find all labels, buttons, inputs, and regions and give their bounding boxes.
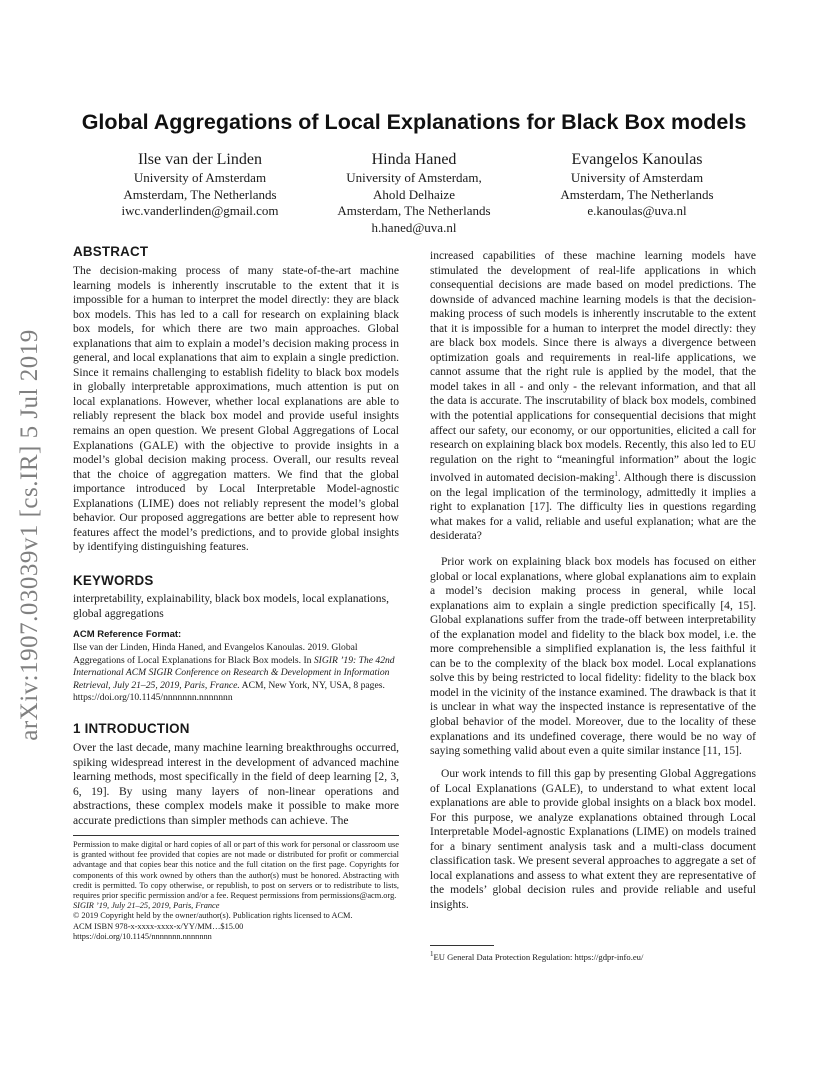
author-location: Amsterdam, The Netherlands bbox=[560, 186, 714, 202]
acm-reference-text: Ilse van der Linden, Hinda Haned, and Evangelos Kanoulas. 2019. Global Aggregations of Local Explanations for Black Box models. In SIGIR ’19: The 42nd International ACM SIGIR Conference on Research & Development in Information Retrieval, July 21–25, 2019, Paris, France. ACM, New York, NY, USA, 8 pages. https://doi.org/10.1145/nnnnnnn.nnnnnnn bbox=[73, 642, 395, 704]
acm-reference-heading: ACM Reference Format: bbox=[73, 629, 182, 640]
author-name: Ilse van der Linden bbox=[138, 151, 262, 168]
abstract-heading: ABSTRACT bbox=[73, 244, 149, 259]
author-email: iwc.vanderlinden@gmail.com bbox=[121, 203, 279, 219]
author-1 bbox=[100, 150, 300, 220]
paper-title: Global Aggregations of Local Explanations for Black Box models bbox=[81, 110, 747, 134]
author-location: Amsterdam, The Netherlands bbox=[337, 203, 491, 219]
keywords-text: interpretability, explainability, black box models, local explanations, global aggregations bbox=[73, 593, 389, 620]
copyright-block bbox=[73, 840, 399, 942]
author-affiliation-2: Ahold Delhaize bbox=[373, 186, 455, 202]
author-affiliation: University of Amsterdam bbox=[570, 170, 704, 185]
copyright-venue: SIGIR ’19, July 21–25, 2019, Paris, France bbox=[73, 901, 220, 911]
author-2 bbox=[314, 150, 514, 237]
footnote: $^1$EU General Data Protection Regulation: https://gdpr-info.eu/ bbox=[430, 950, 644, 962]
author-affiliation: University of Amsterdam bbox=[133, 170, 267, 185]
copyright-holder: © 2019 Copyright held by the owner/author(s). Publication rights licensed to ACM. bbox=[73, 911, 353, 921]
author-location: Amsterdam, The Netherlands bbox=[123, 186, 277, 202]
footnote-mark: 1 bbox=[614, 470, 618, 479]
author-email: h.haned@uva.nl bbox=[371, 220, 457, 236]
author-affiliation: University of Amsterdam, bbox=[346, 170, 482, 185]
arxiv-side-label: arXiv:1907.03039v1 [cs.IR] 5 Jul 2019 bbox=[16, 329, 43, 741]
introduction-heading: 1 INTRODUCTION bbox=[73, 721, 190, 736]
copyright-divider bbox=[73, 835, 399, 836]
copyright-doi: https://doi.org/10.1145/nnnnnnn.nnnnnnn bbox=[73, 931, 212, 941]
footnote-divider bbox=[430, 945, 494, 946]
author-3 bbox=[527, 150, 747, 220]
author-name: Hinda Haned bbox=[371, 151, 457, 168]
keywords-heading: KEYWORDS bbox=[73, 573, 154, 588]
introduction-paragraph-1: Over the last decade, many machine learning breakthroughs occurred, spiking widespread interest in the development of advanced machine learning methods, most specifically in the field of deep learning [2, 3, 6, 19]. By using many layers of non-linear operations and abstractions, these complex models make it possible to make more accurate predictions than simpler methods can achieve. The bbox=[73, 742, 399, 827]
introduction-paragraph-1-continued: increased capabilities of these machine learning models have stimulated the development of real-life applications in which consequential decisions are made based on model predictions. The downside of advanced machine learning models is that the decision-making process of such models is inherently inscrutable to the extent that it is impossible for a human to interpret the model directly: they are black box models. Since there is always a divergence between optimization goals and requirements in real-life applications, we cannot assume that the right rule is applied by the model, that the model takes in all - and only - the relevant information, and that all the data is accurate. The inscrutability of black box models, combined with the potential applications for consequential decisions that might affect our safety, our economy, or our opportunities, elicited a call for research on explaining black box models. Recently, this also led to EU regulation on the right to “meaningful information” about the logic involved in automated decision-making$^1$. Although there is discussion on the legal implication of the terminology, admittedly it implies a right to explanation [17]. The difficulty lies in questions regarding what makes for a valid, reliable and useful explanation; what are the desiderata? bbox=[430, 250, 757, 543]
copyright-isbn: ACM ISBN 978-x-xxxx-xxxx-x/YY/MM…$15.00 bbox=[73, 921, 244, 931]
abstract-text: The decision-making process of many state-of-the-art machine learning models is inherently inscrutable to the extent that it is impossible for a human to interpret the model directly: they are black box models. This has led to a call for research on explaining black box models, for which there are two main approaches. Global explanations that aim to explain a model’s decision making process in general, and local explanations that aim to explain a single prediction. Since it remains challenging to establish fidelity to black box models in globally interpretable approximations, much attention is put on local explanations. However, whether local explanations are able to reliably represent the black box model and provide useful insights remains an open question. We present Global Aggregations of Local Explanations (GALE) with the objective to provide insights in a model’s global decision making process. Overall, our results reveal that the choice of aggregation matters. We find that the global importance introduced by Local Interpretable Model-agnostic Explanations (LIME) does not reliably represent the model’s global behavior. Our proposed aggregations are better able to represent how features affect the model’s predictions, and to provide global insights by identifying distinguishing features. bbox=[73, 265, 399, 554]
introduction-paragraph-2: Prior work on explaining black box models has focused on either global or local explanations, where global explanations aim to explain a model’s decision making process in general, while local explanations aim to explain a single prediction specifically [4, 15]. Global explanations suffer from the trade-off between interpretability of the explanation model and fidelity to the black box model, i.e. the more comprehensible a simplified explanation is, the less faithful it can be to the complexity of the black box model. Local explanations solve this by being restricted to local fidelity: fidelity to the black box model in the vicinity of the instance examined. The drawback is that it is unclear in what way the inspected instance is representative of the global behavior of the model. Moreover, due to the locality of these explanations and its undefined coverage, there would be no way of saying something valid about even a quite similar instance [11, 15]. bbox=[430, 556, 756, 758]
author-name: Evangelos Kanoulas bbox=[571, 151, 703, 168]
introduction-paragraph-3: Our work intends to fill this gap by presenting Global Aggregations of Local Explanations (GALE), to understand to what extent local explanations are able to provide global insights on a black box model. For this purpose, we analyze explanations obtained through Local Interpretable Model-agnostic Explanations (LIME) on models trained for a binary sentiment analysis task and a multi-class document classification task. We present several approaches to aggregate a set of local explanations and assess to what extent they are representative of the models’ global decision rules and provide reliable and useful insights. bbox=[430, 768, 756, 911]
copyright-permission: Permission to make digital or hard copies of all or part of this work for personal or classroom use is granted without fee provided that copies are not made or distributed for profit or commercial advantage and that copies bear this notice and the full citation on the first page. Copyrights for components of this work owned by others than the author(s) must be honored. Abstracting with credit is permitted. To copy otherwise, or republish, to post on servers or to redistribute to lists, requires prior specific permission and/or a fee. Request permissions from permissions@acm.org. bbox=[73, 840, 399, 901]
author-email: e.kanoulas@uva.nl bbox=[587, 203, 687, 219]
